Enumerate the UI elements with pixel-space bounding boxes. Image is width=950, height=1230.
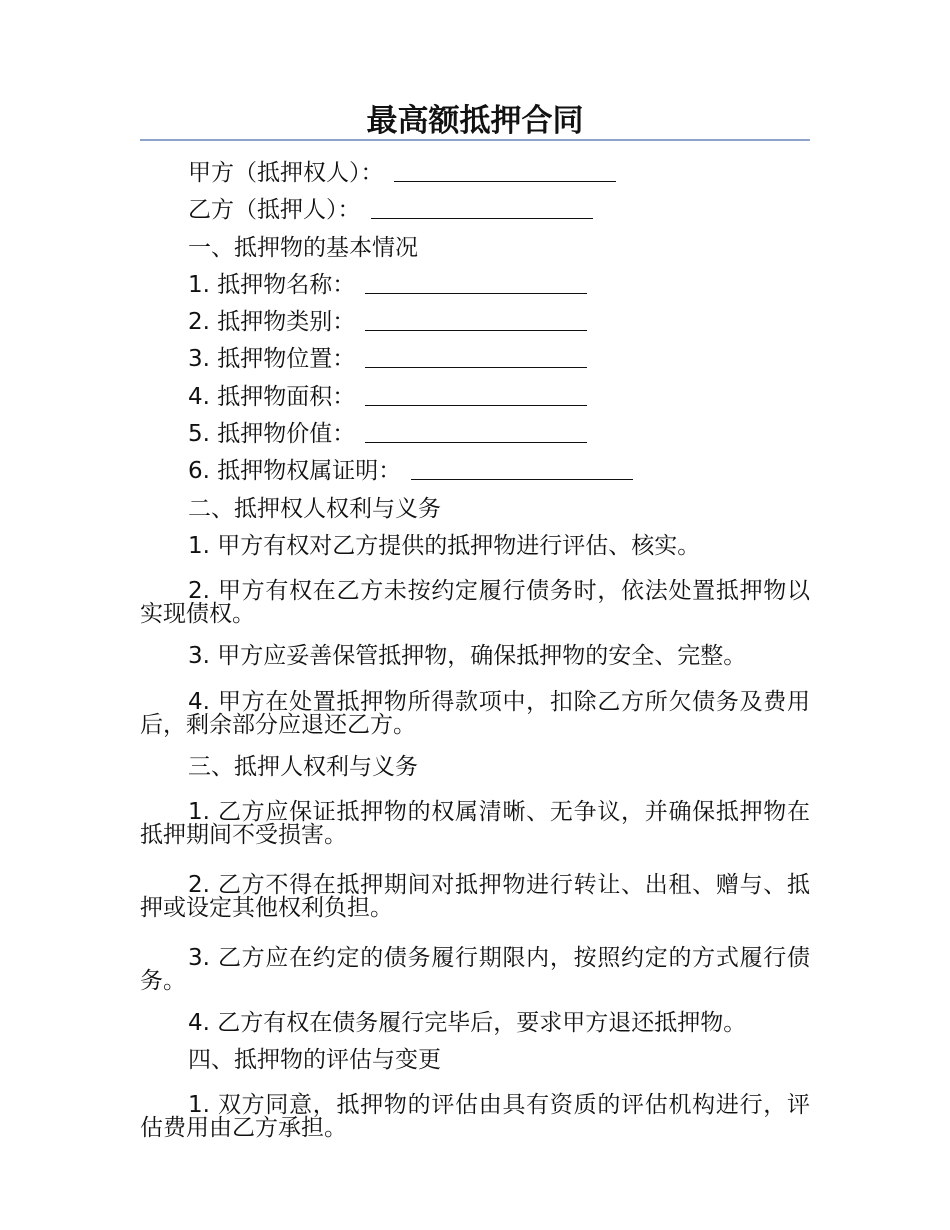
section-3-item-2: 2. 乙方不得在抵押期间对抵押物进行转让、出租、赠与、抵押或设定其他权利负担。 xyxy=(140,871,810,921)
section-3-item-3: 3. 乙方应在约定的债务履行期限内，按照约定的方式履行债务。 xyxy=(140,944,810,994)
section-2-item-4: 4. 甲方在处置抵押物所得款项中，扣除乙方所欠债务及费用后，剩余部分应退还乙方。 xyxy=(140,688,810,738)
collateral-ownership-blank xyxy=(411,455,633,480)
collateral-value-label: 5. 抵押物价值： xyxy=(188,421,356,448)
title-underline xyxy=(140,139,810,141)
collateral-name-line xyxy=(140,267,810,304)
section-3-item-1: 1. 乙方应保证抵押物的权属清晰、无争议，并确保抵押物在抵押期间不受损害。 xyxy=(140,798,810,848)
document-body xyxy=(140,155,810,1152)
collateral-location-label: 3. 抵押物位置： xyxy=(188,346,356,373)
section-2-item-2: 2. 甲方有权在乙方未按约定履行债务时，依法处置抵押物以实现债权。 xyxy=(140,578,810,628)
party-b-line xyxy=(140,192,810,229)
collateral-name-label: 1. 抵押物名称： xyxy=(188,271,356,298)
party-a-label: 甲方（抵押权人）： xyxy=(188,160,384,186)
collateral-value-blank xyxy=(365,418,587,443)
collateral-category-blank xyxy=(365,306,587,331)
collateral-category-label: 2. 抵押物类别： xyxy=(188,309,356,336)
document-title: 最高额抵押合同 xyxy=(366,103,584,139)
section-1-heading: 一、抵押物的基本情况 xyxy=(188,234,418,261)
section-3-item-4: 4. 乙方有权在债务履行完毕后，要求甲方退还抵押物。 xyxy=(188,1009,747,1036)
party-a-blank xyxy=(394,157,616,182)
section-3-heading: 三、抵押人权利与义务 xyxy=(188,753,418,780)
collateral-name-blank xyxy=(365,269,587,294)
collateral-ownership-label: 6. 抵押物权属证明： xyxy=(188,458,402,485)
collateral-value-line xyxy=(140,416,810,453)
section-2-heading: 二、抵押权人权利与义务 xyxy=(188,495,441,522)
collateral-area-blank xyxy=(365,381,587,406)
section-4-heading: 四、抵押物的评估与变更 xyxy=(188,1047,441,1074)
party-a-line xyxy=(140,155,810,192)
collateral-area-label: 4. 抵押物面积： xyxy=(188,383,356,410)
collateral-category-line xyxy=(140,304,810,341)
section-2-item-1: 1. 甲方有权对乙方提供的抵押物进行评估、核实。 xyxy=(188,532,701,559)
collateral-ownership-line xyxy=(140,453,810,490)
section-2-item-3: 3. 甲方应妥善保管抵押物，确保抵押物的安全、完整。 xyxy=(188,643,747,670)
party-b-label: 乙方（抵押人）： xyxy=(188,197,361,224)
party-b-blank xyxy=(371,194,593,219)
section-4-item-1: 1. 双方同意，抵押物的评估由具有资质的评估机构进行，评估费用由乙方承担。 xyxy=(140,1092,810,1142)
collateral-area-line xyxy=(140,379,810,416)
collateral-location-line xyxy=(140,341,810,378)
collateral-location-blank xyxy=(365,343,587,368)
